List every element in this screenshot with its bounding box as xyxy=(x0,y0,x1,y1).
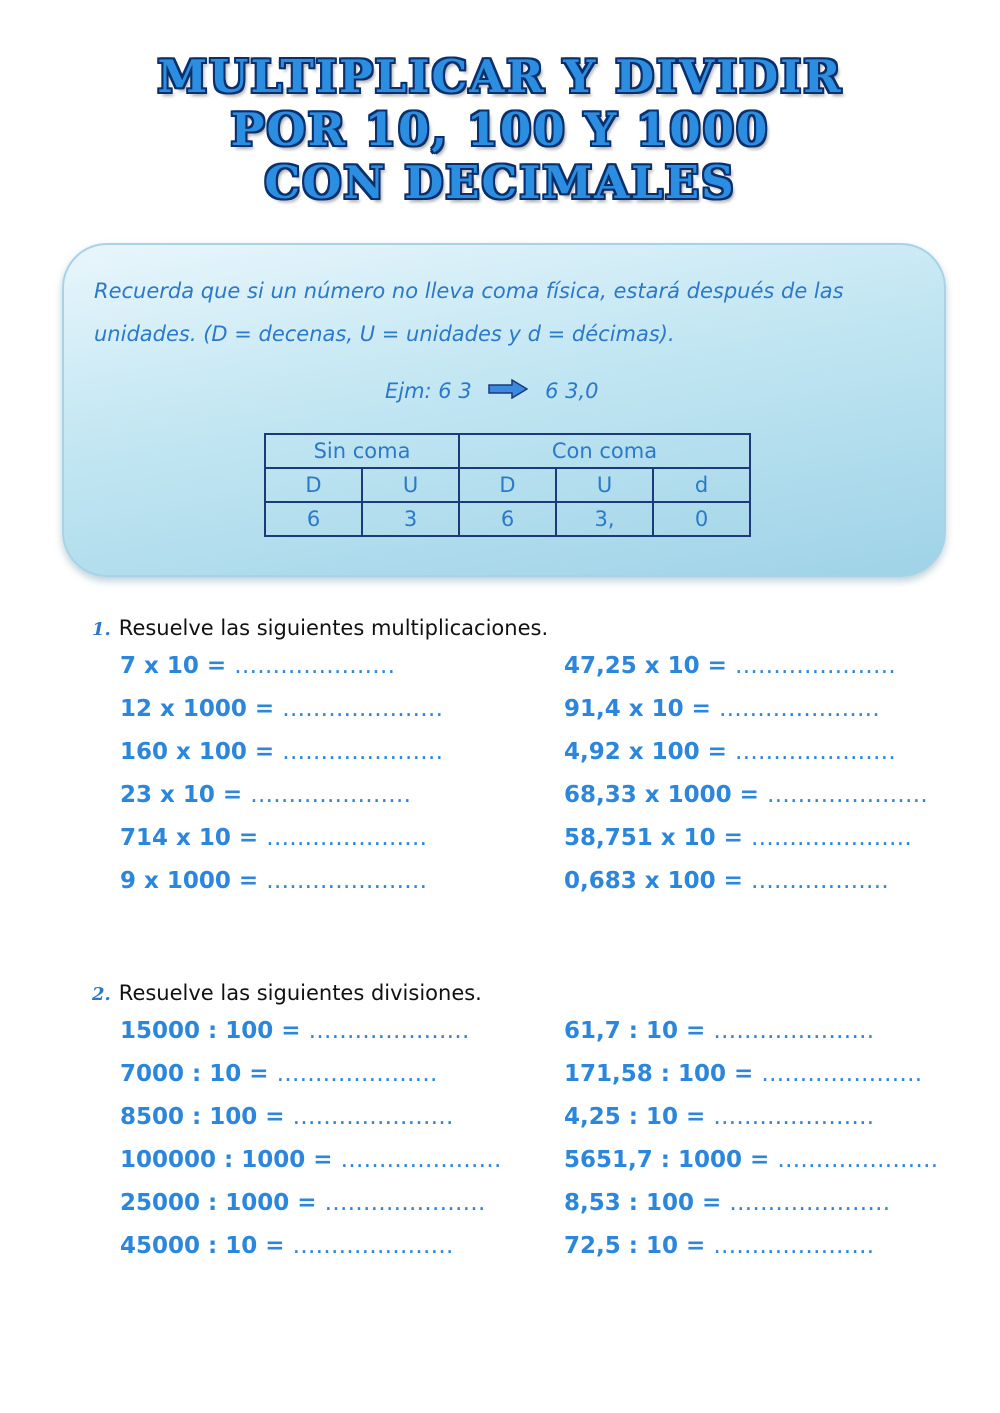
exercise-expression: 4,92 x 100 = xyxy=(564,739,727,765)
table-header-sin-coma: Sin coma xyxy=(265,434,459,468)
table-subheader: D xyxy=(265,468,362,502)
exercise-item xyxy=(564,1147,938,1173)
exercise-item xyxy=(120,653,395,679)
answer-blank[interactable]: ………………… xyxy=(718,696,880,722)
answer-blank[interactable]: ………………… xyxy=(250,782,412,808)
table-cell: 3, xyxy=(556,502,653,536)
exercise-expression: 25000 : 1000 = xyxy=(120,1190,317,1216)
exercise-expression: 160 x 100 = xyxy=(120,739,275,765)
exercise-expression: 8,53 : 100 = xyxy=(564,1190,722,1216)
table-subheader: U xyxy=(362,468,459,502)
table-subheader: U xyxy=(556,468,653,502)
exercise-item xyxy=(120,739,443,765)
table-subheader: d xyxy=(653,468,750,502)
exercise-item xyxy=(120,1061,438,1087)
answer-blank[interactable]: ………………… xyxy=(340,1147,502,1173)
exercise-expression: 91,4 x 10 = xyxy=(564,696,711,722)
title-line-2: POR 10, 100 Y 1000 xyxy=(230,103,770,156)
exercise-expression: 714 x 10 = xyxy=(120,825,259,851)
exercise-item xyxy=(564,868,889,894)
example xyxy=(385,378,599,404)
exercise-item xyxy=(564,653,896,679)
exercise-expression: 58,751 x 10 = xyxy=(564,825,743,851)
question-number: 2. xyxy=(92,984,111,1005)
answer-blank[interactable]: ………………… xyxy=(308,1018,470,1044)
exercise-item xyxy=(120,1147,502,1173)
exercise-expression: 15000 : 100 = xyxy=(120,1018,301,1044)
exercise-item xyxy=(564,1061,922,1087)
exercise-item xyxy=(564,825,912,851)
exercise-item xyxy=(120,825,427,851)
table-header-con-coma: Con coma xyxy=(459,434,750,468)
answer-blank[interactable]: ………………… xyxy=(761,1061,923,1087)
exercise-expression: 23 x 10 = xyxy=(120,782,243,808)
answer-blank[interactable]: ………………… xyxy=(713,1233,875,1259)
exercise-expression: 5651,7 : 1000 = xyxy=(564,1147,770,1173)
exercise-item xyxy=(120,1190,486,1216)
answer-blank[interactable]: ………………… xyxy=(713,1018,875,1044)
exercise-item xyxy=(564,739,896,765)
title-line-3: CON DECIMALES xyxy=(264,156,736,209)
answer-blank[interactable]: ………………… xyxy=(777,1147,939,1173)
exercise-expression: 8500 : 100 = xyxy=(120,1104,285,1130)
table-cell: 3 xyxy=(362,502,459,536)
answer-blank[interactable]: ………………… xyxy=(234,653,396,679)
answer-blank[interactable]: ………………… xyxy=(750,825,912,851)
exercise-item xyxy=(564,696,880,722)
question-instruction: Resuelve las siguientes multiplicaciones. xyxy=(118,616,549,640)
answer-blank[interactable]: ………………… xyxy=(324,1190,486,1216)
answer-blank[interactable]: ………………… xyxy=(266,825,428,851)
question-number: 1. xyxy=(92,619,111,640)
example-label: Ejm: 6 3 xyxy=(385,379,472,403)
exercise-expression: 72,5 : 10 = xyxy=(564,1233,706,1259)
table-cell: 6 xyxy=(459,502,556,536)
exercise-expression: 100000 : 1000 = xyxy=(120,1147,333,1173)
question-1 xyxy=(92,616,548,640)
exercise-expression: 47,25 x 10 = xyxy=(564,653,727,679)
exercise-expression: 9 x 1000 = xyxy=(120,868,259,894)
exercise-expression: 68,33 x 1000 = xyxy=(564,782,759,808)
answer-blank[interactable]: ………………… xyxy=(713,1104,875,1130)
exercise-item xyxy=(120,868,427,894)
exercise-item xyxy=(564,1104,874,1130)
answer-blank[interactable]: ………………… xyxy=(729,1190,891,1216)
answer-blank[interactable]: ………………… xyxy=(766,782,928,808)
answer-blank[interactable]: ………………… xyxy=(734,653,896,679)
exercise-expression: 171,58 : 100 = xyxy=(564,1061,754,1087)
answer-blank[interactable]: ………………… xyxy=(282,739,444,765)
info-text-line-2: unidades. (D = decenas, U = unidades y d = décimas). xyxy=(94,322,675,346)
question-2 xyxy=(92,981,482,1005)
place-value-table xyxy=(264,433,751,537)
info-text-line-1: Recuerda que si un número no lleva coma física, estará después de las xyxy=(94,279,844,303)
right-arrow-icon xyxy=(488,379,528,404)
table-cell: 0 xyxy=(653,502,750,536)
exercise-expression: 7 x 10 = xyxy=(120,653,227,679)
question-instruction: Resuelve las siguientes divisiones. xyxy=(118,981,482,1005)
exercise-item xyxy=(564,1233,874,1259)
exercise-item xyxy=(564,1018,874,1044)
exercise-expression: 7000 : 10 = xyxy=(120,1061,269,1087)
exercise-item xyxy=(120,1104,454,1130)
exercise-item xyxy=(120,782,411,808)
exercise-expression: 61,7 : 10 = xyxy=(564,1018,706,1044)
exercise-expression: 45000 : 10 = xyxy=(120,1233,285,1259)
answer-blank[interactable]: ………………… xyxy=(266,868,428,894)
answer-blank[interactable]: ………………… xyxy=(282,696,444,722)
answer-blank[interactable]: ………………… xyxy=(292,1233,454,1259)
answer-blank[interactable]: ……………… xyxy=(750,868,889,894)
worksheet-title xyxy=(0,50,1000,209)
answer-blank[interactable]: ………………… xyxy=(734,739,896,765)
example-result: 6 3,0 xyxy=(545,379,599,403)
exercise-item xyxy=(120,696,443,722)
table-cell: 6 xyxy=(265,502,362,536)
exercise-item xyxy=(564,782,928,808)
exercise-expression: 4,25 : 10 = xyxy=(564,1104,706,1130)
exercise-expression: 12 x 1000 = xyxy=(120,696,275,722)
exercise-item xyxy=(564,1190,890,1216)
exercise-item xyxy=(120,1018,470,1044)
exercise-expression: 0,683 x 100 = xyxy=(564,868,743,894)
answer-blank[interactable]: ………………… xyxy=(276,1061,438,1087)
title-line-1: MULTIPLICAR Y DIVIDIR xyxy=(157,50,843,103)
table-subheader: D xyxy=(459,468,556,502)
answer-blank[interactable]: ………………… xyxy=(292,1104,454,1130)
exercise-item xyxy=(120,1233,454,1259)
